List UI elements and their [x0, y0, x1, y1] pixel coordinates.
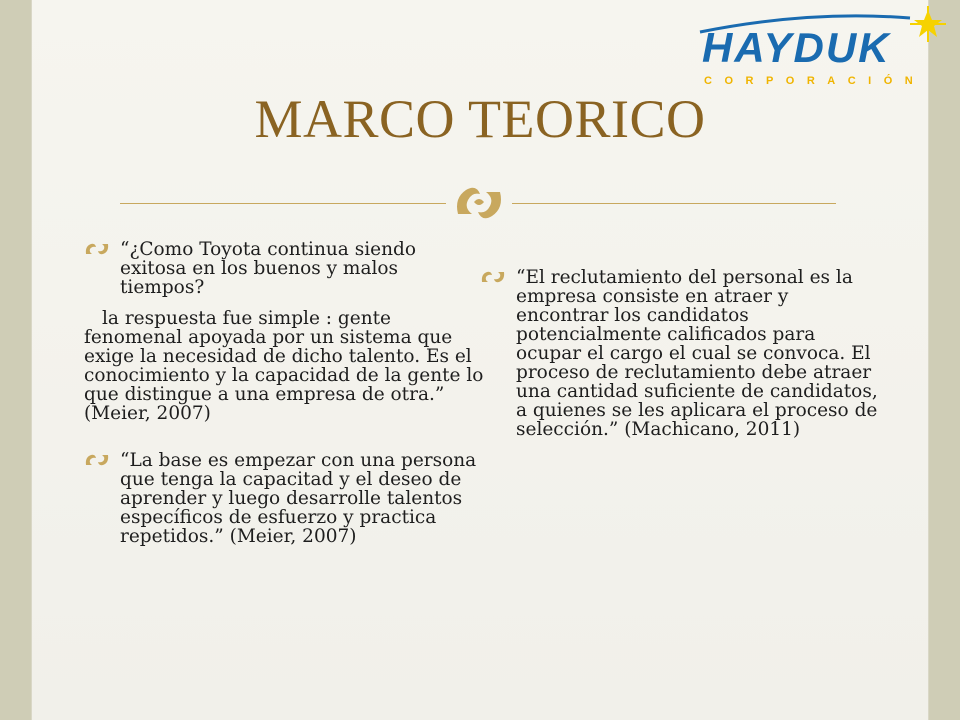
bullet-text: “¿Como Toyota continua siendo exitosa en los buenos y malos tiempos? [120, 239, 416, 298]
divider-line-left [120, 203, 446, 204]
right-column [480, 268, 882, 439]
bullet-ornament-icon [84, 452, 110, 468]
star-icon [910, 6, 946, 42]
bullet-ornament-icon [84, 241, 110, 257]
logo-brand: HAYDUK [702, 24, 891, 71]
ornament-icon [450, 180, 508, 226]
list-item [84, 451, 484, 546]
paragraph-text: la respuesta fue simple : gente fenomenal apoyada por un sistema que exige la necesidad de dicho talento. Es el conocimiento y la capacidad de la gente lo que distingue a una empresa de otra.” (Meier, 2007) [84, 308, 484, 424]
list-item [480, 268, 882, 439]
divider-line-right [512, 203, 836, 204]
logo-subtitle: CORPORACIÓN [704, 75, 926, 87]
left-column [84, 240, 484, 546]
bullet-text: “El reclutamiento del personal es la empresa consiste en atraer y encontrar los candidatos potencialmente calificados para ocupar el cargo el cual se convoca. El proceso de reclutamiento debe atraer una cantidad suficiente de candidatos, a quienes se les aplicara el proceso de selección.” (Machicano, 2011) [516, 267, 878, 440]
slide-title: MARCO TEORICO [254, 89, 706, 149]
hayduk-logo [690, 6, 952, 96]
bullet-text: “La base es empezar con una persona que tenga la capacitad y el deseo de aprender y luego desarrolle talentos específicos de esfuerzo y practica repetidos.” (Meier, 2007) [120, 450, 477, 547]
bullet-ornament-icon [480, 269, 506, 285]
list-item [84, 240, 484, 297]
title-divider [120, 168, 836, 238]
